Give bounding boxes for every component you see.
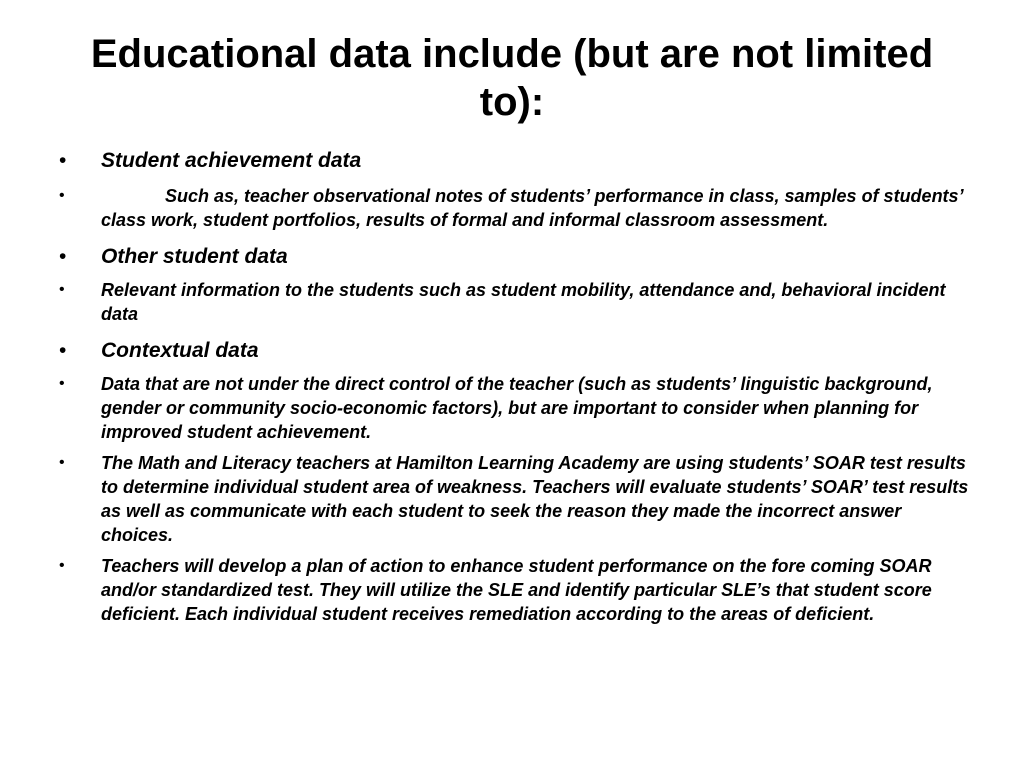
bullet-item-achievement-examples — [56, 184, 976, 232]
bullet-text: Student achievement data — [101, 149, 362, 172]
bullet-icon: • — [59, 245, 67, 268]
bullet-icon: • — [59, 454, 65, 471]
bullet-item-other-data-examples — [56, 278, 976, 326]
bullet-list — [56, 148, 976, 626]
bullet-item-action-plan — [56, 554, 976, 626]
bullet-item-contextual-examples — [56, 372, 976, 444]
bullet-icon: • — [59, 149, 67, 172]
bullet-icon: • — [59, 187, 65, 204]
bullet-text: Contextual data — [101, 339, 259, 362]
bullet-icon: • — [59, 557, 65, 574]
bullet-item-other-student-data — [56, 244, 976, 270]
bullet-item-contextual-data — [56, 338, 976, 364]
bullet-icon: • — [59, 375, 65, 392]
bullet-text: Such as, teacher observational notes of students’ performance in class, samples of students’ class work, student portfolios, results of formal and informal classroom assessment. — [101, 186, 963, 230]
bullet-icon: • — [59, 339, 67, 362]
bullet-text: Teachers will develop a plan of action to enhance student performance on the fore coming SOAR and/or standardized test. They will utilize the SLE and identify particular SLE’s that student score deficient. Each individual student receives remediation according to the areas of deficient. — [101, 556, 932, 624]
bullet-item-student-achievement — [56, 148, 976, 174]
bullet-text: Other student data — [101, 245, 288, 268]
bullet-item-hamilton-soar — [56, 451, 976, 547]
bullet-text: The Math and Literacy teachers at Hamilton Learning Academy are using students’ SOAR test results to determine individual student area of weakness. Teachers will evaluate students’ SOAR’ test results as well as communicate with each student to seek the reason they made the incorrect answer choices. — [101, 453, 969, 545]
bullet-text: Relevant information to the students such as student mobility, attendance and, behavioral incident data — [101, 280, 946, 324]
bullet-text: Data that are not under the direct control of the teacher (such as students’ linguistic background, gender or community socio-economic factors), but are important to consider when planning for improved student achievement. — [101, 374, 933, 442]
bullet-icon: • — [59, 281, 65, 298]
slide-title: Educational data include (but are not limited to): — [90, 32, 934, 124]
